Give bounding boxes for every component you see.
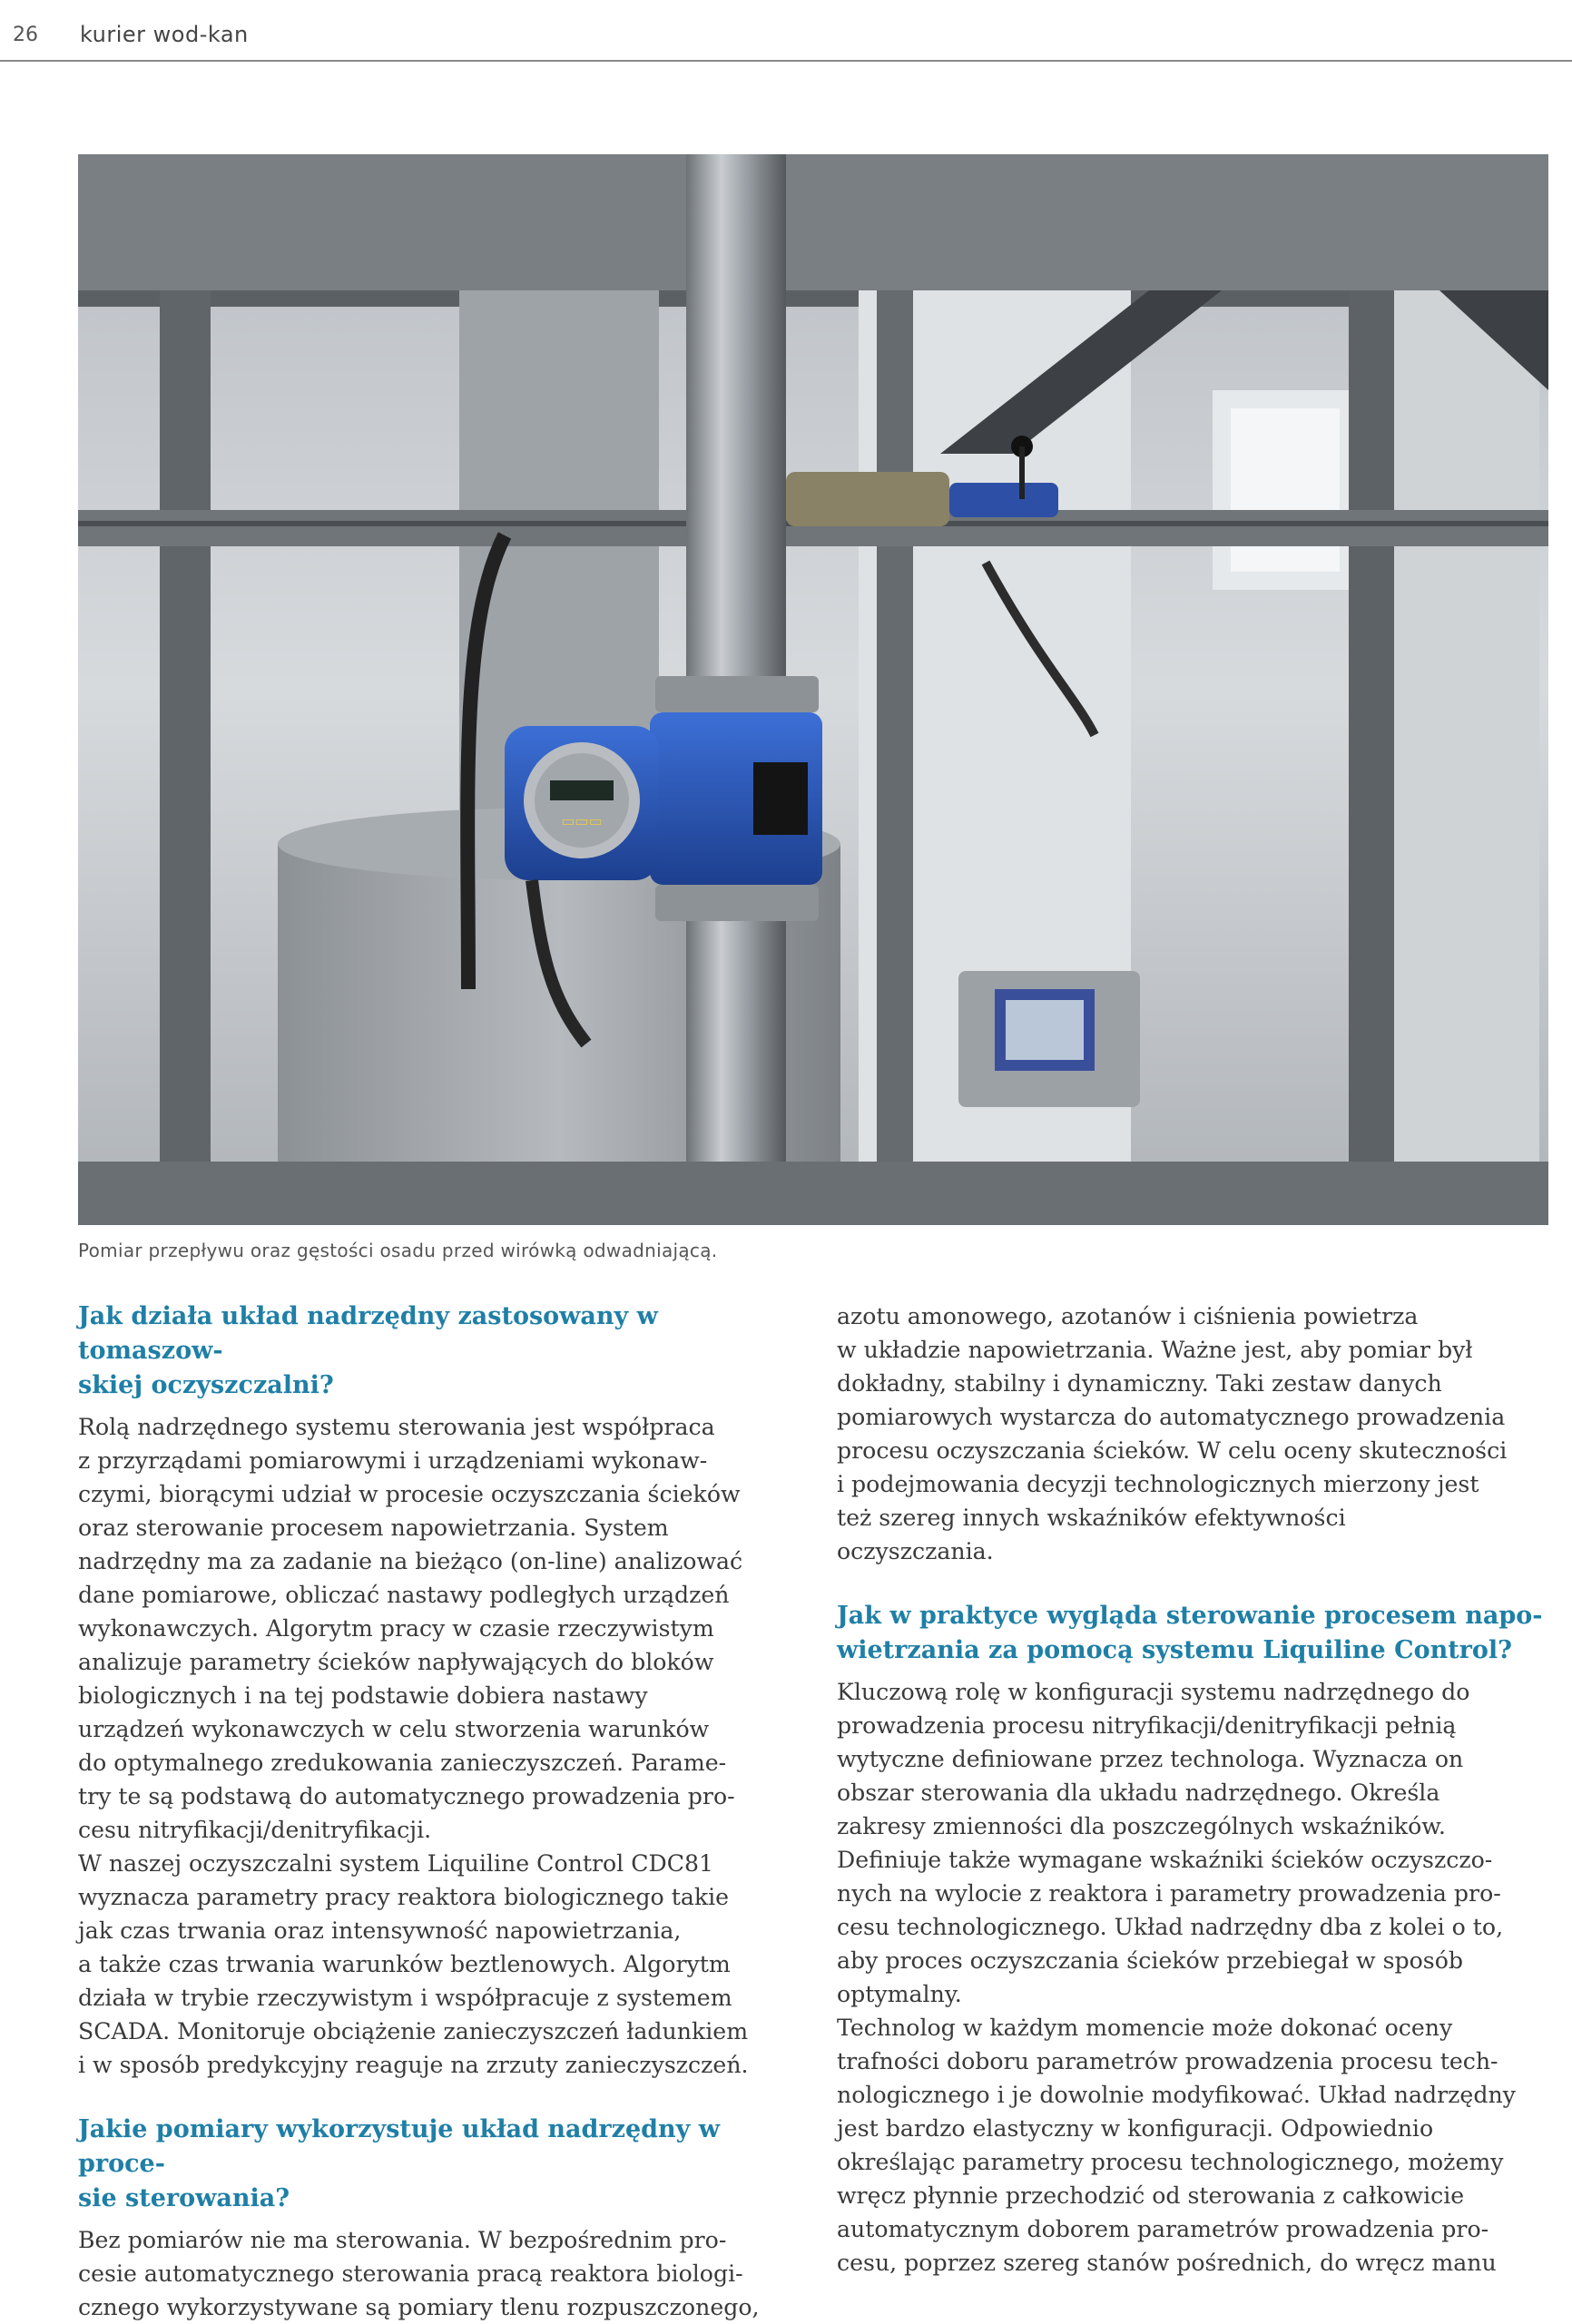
paragraph: Rolą nadrzędnego systemu sterowania jest współpraca z przyrządami pomiarowymi i urządzeniami wykonaw- czymi, biorącymi udział w procesie oczyszczania ścieków oraz sterowanie procesem napowietrzania. System nadrzędny ma za zadanie na bieżąco (on-line) analizować dane pomiarowe, obliczać nastawy podległych urządzeń wykonawczych. Algorytm pracy w czasie rzeczywistym analizuje parametry ścieków napływających do bloków biologicznych i na tej podstawie dobiera nastawy urządzeń wykonawczych w celu stworzenia warunków do optymalnego zredukowania zanieczyszczeń. Parame- try te są podstawą do automatycznego prowadzenia pro- cesu nitryfikacji/denitryfikacji.: [78, 1414, 743, 1843]
spacer: [837, 1568, 1563, 1599]
question-heading: Jak w praktyce wygląda sterowanie procesem napo- wietrzania za pomocą systemu Liquiline Control?: [837, 1602, 1543, 1664]
left-column: [78, 1299, 804, 2324]
display-label: ▭▭▭: [561, 812, 603, 829]
paragraph: Bez pomiarów nie ma sterowania. W bezpośrednim pro- cesie automatycznego sterowania pracą reaktora biologi- cznego wykorzystywane są pomiary tlenu rozpuszczonego,: [78, 2227, 760, 2320]
paragraph: Kluczową rolę w konfiguracji systemu nadrzędnego do prowadzenia procesu nitryfikacji/denitryfikacji pełnią wytyczne definiowane przez technologa. Wyznacza on obszar sterowania dla układu nadrzędnego. Określa zakresy zmienności dla poszczególnych wskaźników. Definiuje także wymagane wskaźniki ścieków oczyszczo- nych na wylocie z reaktora i parametry prowadzenia pro- cesu technologicznego. Układ nadrzędny dba z kolei o to, aby proces oczyszczania ścieków przebiegał w sposób optymalny.: [837, 1679, 1504, 2007]
paragraph: Technolog w każdym momencie może dokonać oceny trafności doboru parametrów prowadzenia procesu tech- nologicznego i je dowolnie modyfikować. Układ nadrzędny jest bardzo elastyczny w konfiguracji. Odpowiednio określając parametry procesu technologicznego, możemy wręcz płynnie przechodzić od sterowania z całkowicie automatycznym doborem parametrów prowadzenia pro- cesu, poprzez szereg stanów pośrednich, do wręcz manu: [837, 2015, 1516, 2276]
question-heading: Jakie pomiary wykorzystuje układ nadrzędny w proce- sie sterowania?: [78, 2115, 720, 2212]
article-photo: [78, 154, 1548, 1225]
header-rule: [0, 60, 1572, 62]
magazine-name: kurier wod-kan: [80, 22, 249, 47]
spacer: [78, 2082, 804, 2113]
question-heading: Jak działa układ nadrzędny zastosowany w tomaszow- skiej oczyszczalni?: [78, 1302, 658, 1399]
right-column: [837, 1299, 1563, 2280]
page-number: 26: [13, 24, 38, 46]
photo-caption: Pomiar przepływu oraz gęstości osadu przed wirówką odwadniającą.: [78, 1240, 718, 1261]
flowmeter-photo-illustration: [78, 154, 1548, 1225]
page-header: [0, 0, 1572, 64]
paragraph: azotu amonowego, azotanów i ciśnienia powietrza w układzie napowietrzania. Ważne jest, aby pomiar był dokładny, stabilny i dynamiczny. Taki zestaw danych pomiarowych wystarcza do automatycznego prowadzenia procesu oczyszczania ścieków. W celu oceny skuteczności i podejmowania decyzji technologicznych mierzony jest też szereg innych wskaźników efektywności oczyszczania.: [837, 1303, 1508, 1564]
paragraph: W naszej oczyszczalni system Liquiline Control CDC81 wyznacza parametry pracy reaktora biologicznego takie jak czas trwania oraz intensywność napowietrzania, a także czas trwania warunków beztlenowych. Algorytm działa w trybie rzeczywistym i współpracuje z systemem SCADA. Monitoruje obciążenie zanieczyszczeń ładunkiem i w sposób predykcyjny reaguje na zrzuty zanieczyszczeń.: [78, 1850, 749, 2078]
